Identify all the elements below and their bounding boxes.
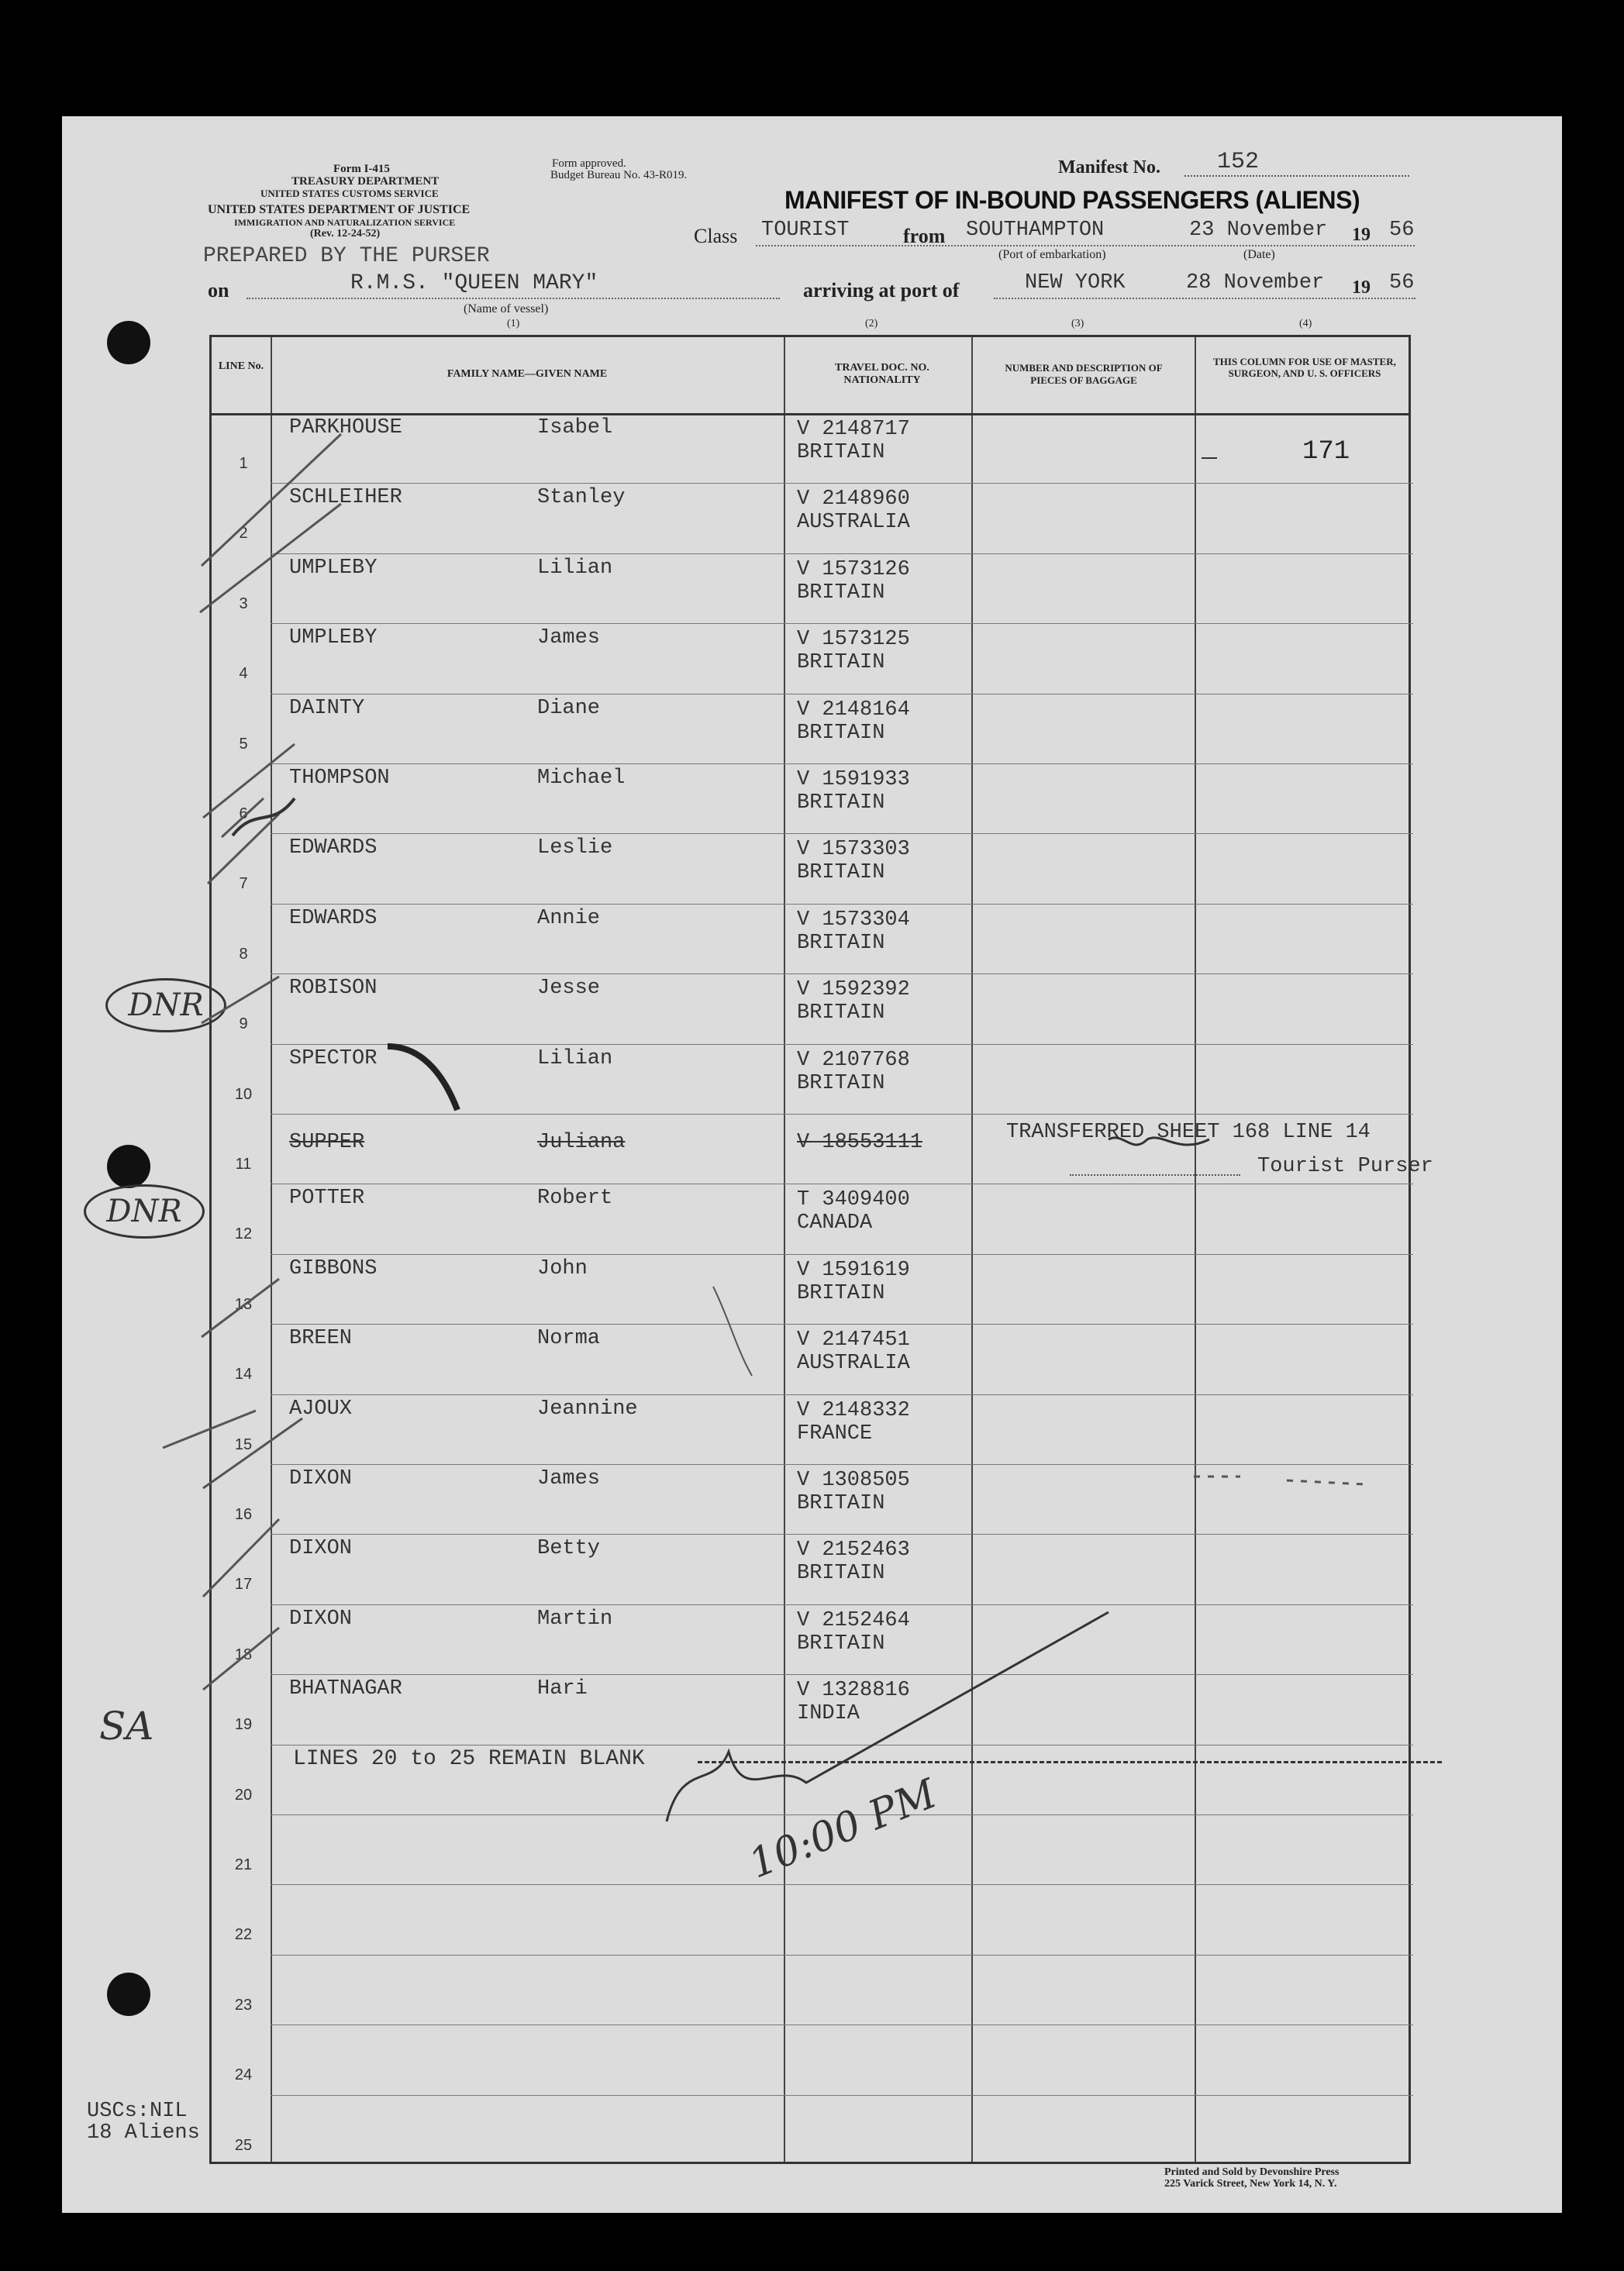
col-header-name: FAMILY NAME—GIVEN NAME <box>447 368 608 380</box>
col-header-doc: TRAVEL DOC. NO. NATIONALITY <box>835 362 929 386</box>
line-number: 10 <box>234 1085 253 1103</box>
nationality: BRITAIN <box>797 1562 885 1586</box>
given-name: Hari <box>537 1677 588 1701</box>
travel-doc-number: V 1308505 <box>797 1469 910 1492</box>
embark-note: (Port of embarkation) <box>998 248 1106 261</box>
line-number: 17 <box>234 1576 253 1594</box>
given-name: Jesse <box>537 977 601 1001</box>
given-name: Leslie <box>537 836 613 860</box>
nationality: AUSTRALIA <box>797 1352 910 1376</box>
col-header-line: LINE No. <box>218 360 264 372</box>
family-name: DIXON <box>289 1537 353 1561</box>
nationality: BRITAIN <box>797 1492 885 1515</box>
line-number: 22 <box>234 1926 253 1944</box>
travel-doc-number: V 2148164 <box>797 698 910 722</box>
arriving-label: arriving at port of <box>803 279 960 302</box>
dnr-stamp: DNR <box>84 1184 205 1239</box>
travel-doc-number: V 1328816 <box>797 1679 910 1703</box>
arrival-year-prefix: 19 <box>1352 277 1371 298</box>
given-name: James <box>537 1467 601 1490</box>
travel-doc-number: V 1592392 <box>797 978 910 1002</box>
printer-line-1: Printed and Sold by Devonshire Press <box>1164 2166 1340 2178</box>
dept-immigration: IMMIGRATION AND NATURALIZATION SERVICE <box>234 217 456 228</box>
depart-year: 56 <box>1389 219 1415 242</box>
purser-title: Tourist Purser <box>1257 1155 1433 1178</box>
line-number: 19 <box>234 1716 253 1734</box>
class-value: TOURIST <box>761 219 850 242</box>
travel-doc-number: V 1591619 <box>797 1258 910 1282</box>
date-note: (Date) <box>1243 248 1275 261</box>
nationality: INDIA <box>797 1702 860 1726</box>
vessel-name: R.M.S. "QUEEN MARY" <box>350 271 598 295</box>
line-number: 13 <box>234 1295 253 1313</box>
manifest-label: Manifest No. <box>1058 157 1160 177</box>
given-name: Annie <box>537 906 601 930</box>
line-number: 21 <box>234 1856 253 1873</box>
line-number: 11 <box>235 1156 252 1173</box>
family-name: SCHLEIHER <box>289 486 402 510</box>
given-name: Martin <box>537 1607 613 1631</box>
travel-doc-number: V 2147451 <box>797 1328 910 1353</box>
travel-doc-number: V 2107768 <box>797 1048 910 1072</box>
given-name: Jeannine <box>537 1397 638 1421</box>
nationality: BRITAIN <box>797 931 885 955</box>
given-name: Betty <box>537 1537 601 1561</box>
family-name: BREEN <box>289 1327 353 1351</box>
dept-customs: UNITED STATES CUSTOMS SERVICE <box>260 188 439 199</box>
prepared-by: PREPARED BY THE PURSER <box>203 244 490 268</box>
nationality: BRITAIN <box>797 441 885 464</box>
family-name: AJOUX <box>289 1397 353 1421</box>
given-name: Stanley <box>537 486 626 510</box>
given-name: John <box>537 1256 588 1280</box>
given-name: Lilian <box>537 1046 613 1070</box>
travel-doc-number: V 18553111 <box>797 1131 923 1154</box>
family-name: ROBISON <box>289 977 378 1001</box>
line-number: 12 <box>234 1225 253 1243</box>
given-name: Isabel <box>537 416 613 439</box>
col-header-officers: THIS COLUMN FOR USE OF MASTER, SURGEON, AND U. S. OFFICERS <box>1213 356 1396 379</box>
line-number: 16 <box>234 1506 253 1523</box>
nationality: BRITAIN <box>797 581 885 605</box>
travel-doc-number: V 1573125 <box>797 628 910 652</box>
line-number: 24 <box>234 2066 253 2084</box>
class-label: Class <box>694 225 738 247</box>
alien-count: 18 Aliens <box>87 2121 200 2145</box>
arrival-year: 56 <box>1389 271 1415 295</box>
travel-doc-number: V 1591933 <box>797 768 910 791</box>
travel-doc-number: V 2148332 <box>797 1398 910 1422</box>
form-number: Form I-415 <box>333 163 390 175</box>
manifest-number: 152 <box>1217 149 1260 175</box>
budget-bureau: Budget Bureau No. 43-R019. <box>550 169 688 181</box>
travel-doc-number: V 1573303 <box>797 838 910 862</box>
nationality: BRITAIN <box>797 1071 885 1095</box>
line-number: 3 <box>239 594 248 612</box>
travel-doc-number: V 2152463 <box>797 1539 910 1563</box>
line-number: 18 <box>234 1646 253 1663</box>
nationality: AUSTRALIA <box>797 511 910 535</box>
nationality: BRITAIN <box>797 861 885 885</box>
nationality: CANADA <box>797 1211 873 1235</box>
depart-year-prefix: 19 <box>1352 225 1371 245</box>
usc-count: USCs:NIL <box>87 2100 188 2123</box>
dept-treasury: TREASURY DEPARTMENT <box>291 175 440 188</box>
vessel-note: (Name of vessel) <box>464 302 549 315</box>
travel-doc-number: V 1573126 <box>797 557 910 581</box>
family-name: GIBBONS <box>289 1256 378 1280</box>
given-name: Robert <box>537 1187 613 1211</box>
given-name: Diane <box>537 696 601 720</box>
given-name: Lilian <box>537 556 613 580</box>
family-name: UMPLEBY <box>289 626 378 650</box>
on-label: on <box>208 279 229 302</box>
sa-mark: SA <box>99 1704 154 1749</box>
line-number: 9 <box>239 1015 248 1033</box>
line-number: 8 <box>239 945 248 963</box>
travel-doc-number: T 3409400 <box>797 1188 910 1212</box>
arrival-time: 10:00 PM <box>743 1770 943 1888</box>
family-name: EDWARDS <box>289 836 378 860</box>
travel-doc-number: V 1573304 <box>797 908 910 932</box>
family-name: SUPPER <box>289 1131 365 1154</box>
family-name: BHATNAGAR <box>289 1677 402 1701</box>
family-name: THOMPSON <box>289 767 390 790</box>
nationality: BRITAIN <box>797 791 885 815</box>
form-approved: Form approved. <box>552 157 626 170</box>
family-name: SPECTOR <box>289 1046 378 1070</box>
nationality: BRITAIN <box>797 721 885 745</box>
col3-note: (3) <box>1071 318 1084 329</box>
given-name: Michael <box>537 767 626 790</box>
travel-doc-number: V 2148960 <box>797 488 910 512</box>
col-header-baggage: NUMBER AND DESCRIPTION OF PIECES OF BAGGAGE <box>1005 362 1163 386</box>
arrival-port: NEW YORK <box>1025 271 1126 295</box>
given-name: James <box>537 626 601 650</box>
family-name: PARKHOUSE <box>289 416 402 439</box>
from-value: SOUTHAMPTON <box>966 219 1105 242</box>
line-number: 4 <box>239 665 248 683</box>
revision-date: (Rev. 12-24-52) <box>310 228 381 240</box>
line-number: 20 <box>234 1786 253 1804</box>
nationality: BRITAIN <box>797 1001 885 1025</box>
officer-number: 171 <box>1302 437 1350 467</box>
line-number: 14 <box>234 1366 253 1384</box>
printer-line-2: 225 Varick Street, New York 14, N. Y. <box>1164 2178 1337 2190</box>
family-name: EDWARDS <box>289 906 378 930</box>
arrival-date: 28 November <box>1186 271 1325 295</box>
manifest-title: MANIFEST OF IN-BOUND PASSENGERS (ALIENS) <box>784 186 1360 214</box>
travel-doc-number: V 2148717 <box>797 418 910 441</box>
dept-justice: UNITED STATES DEPARTMENT OF JUSTICE <box>208 203 471 216</box>
col4-note: (4) <box>1299 318 1312 329</box>
family-name: DIXON <box>289 1607 353 1631</box>
line-number: 6 <box>239 805 248 822</box>
transferred-note: TRANSFERRED SHEET 168 LINE 14 <box>1006 1121 1371 1144</box>
family-name: UMPLEBY <box>289 556 378 580</box>
col2-note: (2) <box>865 318 878 329</box>
line-number: 25 <box>234 2136 253 2154</box>
nationality: BRITAIN <box>797 1281 885 1305</box>
col1-note: (1) <box>507 318 520 329</box>
blank-lines-note: LINES 20 to 25 REMAIN BLANK <box>293 1747 645 1771</box>
dnr-stamp: DNR <box>105 978 226 1032</box>
travel-doc-number: V 2152464 <box>797 1608 910 1632</box>
line-number: 5 <box>239 735 248 753</box>
depart-date: 23 November <box>1189 219 1328 242</box>
family-name: POTTER <box>289 1187 365 1211</box>
family-name: DAINTY <box>289 696 365 720</box>
family-name: DIXON <box>289 1467 353 1490</box>
given-name: Norma <box>537 1327 601 1351</box>
line-number: 23 <box>234 1996 253 2014</box>
nationality: FRANCE <box>797 1422 873 1446</box>
line-number: 7 <box>239 875 248 893</box>
nationality: BRITAIN <box>797 651 885 675</box>
given-name: Juliana <box>537 1131 626 1154</box>
from-label: from <box>903 225 946 247</box>
line-number: 2 <box>239 525 248 543</box>
nationality: BRITAIN <box>797 1632 885 1656</box>
line-number: 1 <box>239 455 248 472</box>
line-number: 15 <box>234 1435 253 1453</box>
